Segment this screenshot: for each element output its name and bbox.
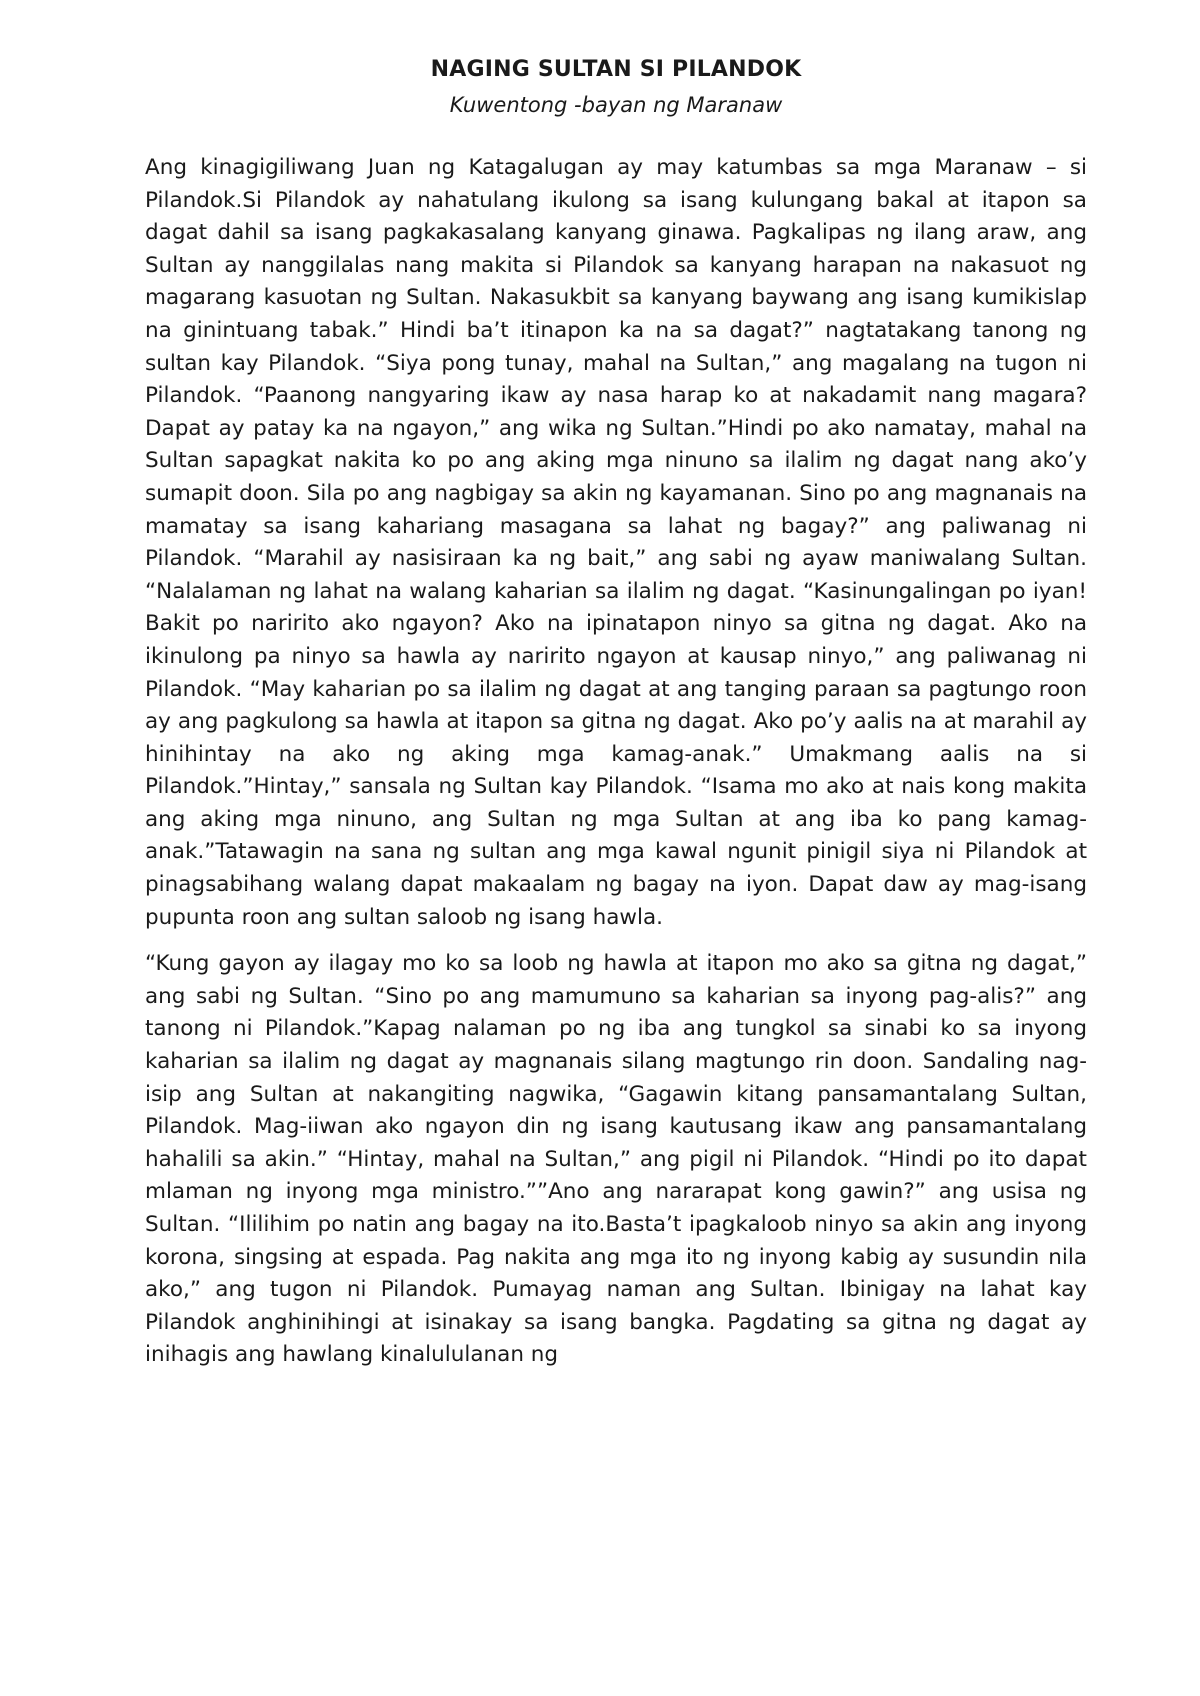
paragraph-2: “Kung gayon ay ilagay mo ko sa loob ng hawla at itapon mo ako sa gitna ng dagat,” ang sabi ng Sultan. “Sino po ang mamumuno sa kaharian sa inyong pag-alis?” ang tanong ni Pilandok.”Kapag nalaman po ng iba ang tungkol sa sinabi ko sa inyong kaharian sa ilalim ng dagat ay magnanais silang magtungo rin doon. Sandaling nag-isip ang Sultan at nakangiting nagwika, “Gagawin kitang pansamantalang Sultan, Pilandok. Mag-iiwan ako ngayon din ng isang kautusang ikaw ang pansamantalang hahalili sa akin.” “Hintay, mahal na Sultan,” ang pigil ni Pilandok. “Hindi po ito dapat mlaman ng inyong mga ministro.””Ano ang nararapat kong gawin?” ang usisa ng Sultan. “Ililihim po natin ang bagay na ito.Basta’t ipagkaloob ninyo sa akin ang inyong korona, singsing at espada. Pag nakita ang mga ito ng inyong kabig ay susundin nila ako,” ang tugon ni Pilandok. Pumayag naman ang Sultan. Ibinigay na lahat kay Pilandok anghinihingi at isinakay sa isang bangka. Pagdating sa gitna ng dagat ay inihagis ang hawlang kinalululanan ng <box>145 951 1087 1368</box>
document-subtitle: Kuwentong -bayan ng Maranaw <box>449 93 783 117</box>
document-body <box>145 50 1087 1386</box>
document-title: NAGING SULTAN SI PILANDOK <box>430 57 802 82</box>
paragraph-1: Ang kinagigiliwang Juan ng Katagalugan ay may katumbas sa mga Maranaw – si Pilandok.Si Pilandok ay nahatulang ikulong sa isang kulungang bakal at itapon sa dagat dahil sa isang pagkakasalang kanyang ginawa. Pagkalipas ng ilang araw, ang Sultan ay nanggilalas nang makita si Pilandok sa kanyang harapan na nakasuot ng magarang kasuotan ng Sultan. Nakasukbit sa kanyang baywang ang isang kumikislap na ginintuang tabak.” Hindi ba’t itinapon ka na sa dagat?” nagtatakang tanong ng sultan kay Pilandok. “Siya pong tunay, mahal na Sultan,” ang magalang na tugon ni Pilandok. “Paanong nangyaring ikaw ay nasa harap ko at nakadamit nang magara? Dapat ay patay ka na ngayon,” ang wika ng Sultan.”Hindi po ako namatay, mahal na Sultan sapagkat nakita ko po ang aking mga ninuno sa ilalim ng dagat nang ako’y sumapit doon. Sila po ang nagbigay sa akin ng kayamanan. Sino po ang magnanais na mamatay sa isang kahariang masagana sa lahat ng bagay?” ang paliwanag ni Pilandok. “Marahil ay nasisiraan ka ng bait,” ang sabi ng ayaw maniwalang Sultan. “Nalalaman ng lahat na walang kaharian sa ilalim ng dagat. “Kasinungalingan po iyan! Bakit po naririto ako ngayon? Ako na ipinatapon ninyo sa gitna ng dagat. Ako na ikinulong pa ninyo sa hawla ay naririto ngayon at kausap ninyo,” ang paliwanag ni Pilandok. “May kaharian po sa ilalim ng dagat at ang tanging paraan sa pagtungo roon ay ang pagkulong sa hawla at itapon sa gitna ng dagat. Ako po’y aalis na at marahil ay hinihintay na ako ng aking mga kamag-anak.” Umakmang aalis na si Pilandok.”Hintay,” sansala ng Sultan kay Pilandok. “Isama mo ako at nais kong makita ang aking mga ninuno, ang Sultan ng mga Sultan at ang iba ko pang kamag-anak.”Tatawagin na sana ng sultan ang mga kawal ngunit pinigil siya ni Pilandok at pinagsabihang walang dapat makaalam ng bagay na iyon. Dapat daw ay mag-isang pupunta roon ang sultan saloob ng isang hawla. <box>145 155 1087 930</box>
